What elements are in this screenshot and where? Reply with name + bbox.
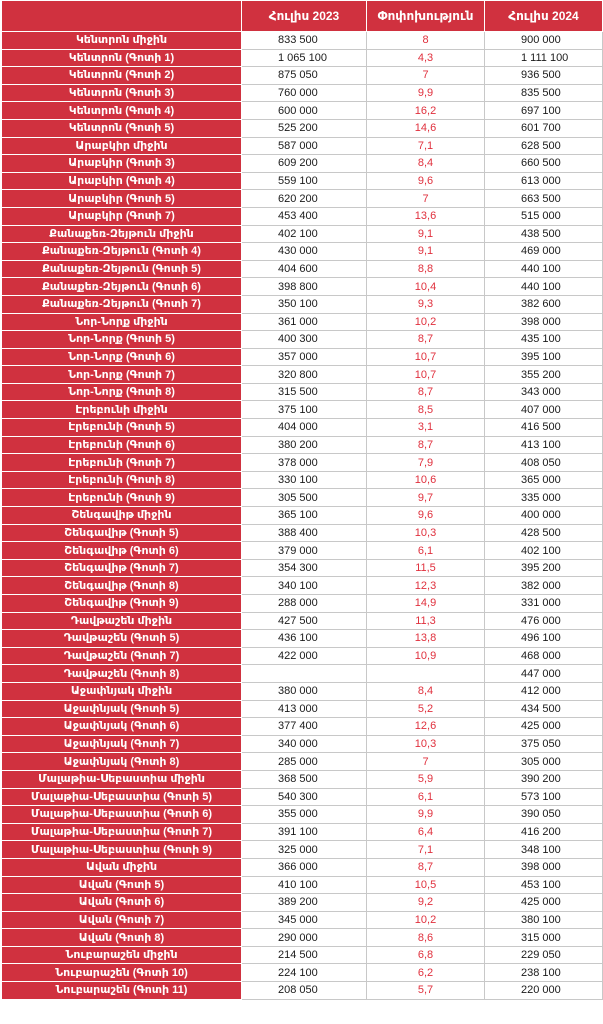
july-2024-cell: 390 050	[485, 806, 603, 824]
july-2024-cell: 440 100	[485, 278, 603, 296]
district-cell: Մալաթիա-Սեբաստիա (Գոտի 5)	[2, 788, 242, 806]
july-2023-cell: 330 100	[242, 471, 367, 489]
july-2023-cell: 377 400	[242, 718, 367, 736]
table-row	[2, 225, 603, 243]
table-row	[2, 260, 603, 278]
july-2023-cell: 345 000	[242, 911, 367, 929]
district-cell: Էրեբունի (Գոտի 5)	[2, 419, 242, 437]
table-row	[2, 84, 603, 102]
july-2023-cell: 427 500	[242, 612, 367, 630]
table-row	[2, 700, 603, 718]
change-cell: 10,5	[367, 876, 485, 894]
table-row	[2, 718, 603, 736]
july-2024-cell: 515 000	[485, 207, 603, 225]
table-row	[2, 295, 603, 313]
district-cell: Մալաթիա-Սեբաստիա (Գոտի 6)	[2, 806, 242, 824]
table-row	[2, 876, 603, 894]
change-cell: 7	[367, 67, 485, 85]
july-2024-cell: 628 500	[485, 137, 603, 155]
table-row	[2, 102, 603, 120]
july-2023-cell: 391 100	[242, 823, 367, 841]
july-2023-cell: 833 500	[242, 32, 367, 50]
district-cell: Էրեբունի (Գոտի 8)	[2, 471, 242, 489]
july-2024-cell: 428 500	[485, 524, 603, 542]
district-cell: Աջափնյակ (Գոտի 7)	[2, 735, 242, 753]
district-cell: Նոր-Նորք (Գոտի 5)	[2, 331, 242, 349]
district-cell: Նոր-Նորք (Գոտի 7)	[2, 366, 242, 384]
district-cell: Արաբկիր (Գոտի 4)	[2, 172, 242, 190]
july-2024-cell: 400 000	[485, 507, 603, 525]
district-cell: Դավթաշեն (Գոտի 8)	[2, 665, 242, 683]
change-cell: 8,5	[367, 401, 485, 419]
district-cell: Մալաթիա-Սեբաստիա (Գոտի 7)	[2, 823, 242, 841]
district-cell: Ավան միջին	[2, 858, 242, 876]
change-cell: 10,2	[367, 313, 485, 331]
table-row	[2, 207, 603, 225]
july-2024-cell: 697 100	[485, 102, 603, 120]
july-2023-cell: 436 100	[242, 630, 367, 648]
table-row	[2, 383, 603, 401]
table-row	[2, 806, 603, 824]
july-2024-cell: 331 000	[485, 595, 603, 613]
change-cell: 16,2	[367, 102, 485, 120]
table-row	[2, 49, 603, 67]
table-row	[2, 612, 603, 630]
table-row	[2, 401, 603, 419]
change-cell: 8,8	[367, 260, 485, 278]
table-row	[2, 419, 603, 437]
district-cell: Դավթաշեն (Գոտի 7)	[2, 647, 242, 665]
change-cell: 10,4	[367, 278, 485, 296]
change-cell: 8,7	[367, 383, 485, 401]
change-cell: 9,7	[367, 489, 485, 507]
july-2024-cell: 395 200	[485, 559, 603, 577]
july-2023-cell: 404 000	[242, 419, 367, 437]
change-cell: 8,4	[367, 682, 485, 700]
change-cell: 10,3	[367, 524, 485, 542]
district-cell: Շենգավիթ (Գոտի 5)	[2, 524, 242, 542]
table-row	[2, 559, 603, 577]
july-2024-cell: 936 500	[485, 67, 603, 85]
july-2023-cell: 620 200	[242, 190, 367, 208]
change-cell: 5,2	[367, 700, 485, 718]
july-2024-cell: 398 000	[485, 858, 603, 876]
table-body	[2, 32, 603, 1000]
change-cell: 7,1	[367, 137, 485, 155]
table-row	[2, 577, 603, 595]
district-cell: Արաբկիր (Գոտի 3)	[2, 155, 242, 173]
july-2023-cell: 365 100	[242, 507, 367, 525]
july-2024-cell: 348 100	[485, 841, 603, 859]
table-row	[2, 32, 603, 50]
change-cell: 6,8	[367, 946, 485, 964]
july-2023-cell: 760 000	[242, 84, 367, 102]
july-2023-cell: 305 500	[242, 489, 367, 507]
july-2023-cell: 609 200	[242, 155, 367, 173]
district-cell: Արաբկիր միջին	[2, 137, 242, 155]
table-row	[2, 542, 603, 560]
july-2023-cell: 378 000	[242, 454, 367, 472]
change-cell: 6,1	[367, 788, 485, 806]
july-2023-cell: 340 100	[242, 577, 367, 595]
july-2024-cell: 447 000	[485, 665, 603, 683]
july-2024-cell: 469 000	[485, 243, 603, 261]
change-cell: 9,9	[367, 806, 485, 824]
change-cell: 8,7	[367, 436, 485, 454]
table-row	[2, 436, 603, 454]
july-2024-cell: 365 000	[485, 471, 603, 489]
table-row	[2, 595, 603, 613]
july-2023-cell: 208 050	[242, 982, 367, 1000]
july-2024-cell: 438 500	[485, 225, 603, 243]
district-cell: Ավան (Գոտի 8)	[2, 929, 242, 947]
table-row	[2, 278, 603, 296]
table-row	[2, 507, 603, 525]
table-row	[2, 172, 603, 190]
change-cell: 6,2	[367, 964, 485, 982]
july-2024-cell: 413 100	[485, 436, 603, 454]
district-cell: Կենտրոն (Գոտի 5)	[2, 119, 242, 137]
table-row	[2, 841, 603, 859]
district-cell: Կենտրոն (Գոտի 1)	[2, 49, 242, 67]
district-cell: Շենգավիթ (Գոտի 6)	[2, 542, 242, 560]
july-2023-cell: 214 500	[242, 946, 367, 964]
district-cell: Նուբարաշեն միջին	[2, 946, 242, 964]
district-cell: Նուբարաշեն (Գոտի 11)	[2, 982, 242, 1000]
july-2024-cell: 238 100	[485, 964, 603, 982]
district-cell: Քանաքեռ-Զեյթուն (Գոտի 5)	[2, 260, 242, 278]
july-2024-cell: 416 500	[485, 419, 603, 437]
change-cell: 7	[367, 190, 485, 208]
july-2024-cell: 425 000	[485, 894, 603, 912]
july-2023-cell: 410 100	[242, 876, 367, 894]
district-cell: Շենգավիթ (Գոտի 8)	[2, 577, 242, 595]
table-row	[2, 454, 603, 472]
table-row	[2, 982, 603, 1000]
july-2023-cell: 380 200	[242, 436, 367, 454]
july-2024-cell: 453 100	[485, 876, 603, 894]
july-2024-cell: 375 050	[485, 735, 603, 753]
table-row	[2, 964, 603, 982]
july-2023-cell: 290 000	[242, 929, 367, 947]
table-row	[2, 524, 603, 542]
july-2024-cell: 416 200	[485, 823, 603, 841]
header-district	[2, 1, 242, 32]
district-cell: Աջափնյակ (Գոտի 8)	[2, 753, 242, 771]
table-row	[2, 489, 603, 507]
district-cell: Կենտրոն միջին	[2, 32, 242, 50]
july-2023-cell: 413 000	[242, 700, 367, 718]
change-cell: 8,4	[367, 155, 485, 173]
change-cell: 9,1	[367, 225, 485, 243]
july-2023-cell: 315 500	[242, 383, 367, 401]
district-cell: Ավան (Գոտի 5)	[2, 876, 242, 894]
july-2024-cell: 382 000	[485, 577, 603, 595]
change-cell: 10,2	[367, 911, 485, 929]
july-2024-cell: 835 500	[485, 84, 603, 102]
july-2024-cell: 407 000	[485, 401, 603, 419]
july-2024-cell: 573 100	[485, 788, 603, 806]
district-cell: Նոր-Նորք (Գոտի 8)	[2, 383, 242, 401]
july-2024-cell: 440 100	[485, 260, 603, 278]
change-cell: 3,1	[367, 419, 485, 437]
table-row	[2, 647, 603, 665]
change-cell: 12,6	[367, 718, 485, 736]
change-cell: 9,2	[367, 894, 485, 912]
july-2024-cell: 434 500	[485, 700, 603, 718]
july-2023-cell: 540 300	[242, 788, 367, 806]
district-cell: Էրեբունի (Գոտի 9)	[2, 489, 242, 507]
july-2023-cell: 600 000	[242, 102, 367, 120]
table-row	[2, 823, 603, 841]
change-cell: 10,6	[367, 471, 485, 489]
change-cell: 10,7	[367, 366, 485, 384]
district-cell: Ավան (Գոտի 6)	[2, 894, 242, 912]
july-2024-cell: 408 050	[485, 454, 603, 472]
july-2023-cell: 525 200	[242, 119, 367, 137]
district-cell: Արաբկիր (Գոտի 5)	[2, 190, 242, 208]
district-cell: Նուբարաշեն (Գոտի 10)	[2, 964, 242, 982]
district-cell: Քանաքեռ-Զեյթուն (Գոտի 7)	[2, 295, 242, 313]
table-row	[2, 911, 603, 929]
july-2024-cell: 613 000	[485, 172, 603, 190]
july-2024-cell: 355 200	[485, 366, 603, 384]
july-2023-cell: 354 300	[242, 559, 367, 577]
district-cell: Նոր-Նորք միջին	[2, 313, 242, 331]
change-cell: 8,6	[367, 929, 485, 947]
table-header	[2, 1, 603, 32]
district-cell: Նոր-Նորք (Գոտի 6)	[2, 348, 242, 366]
table-row	[2, 67, 603, 85]
july-2024-cell: 476 000	[485, 612, 603, 630]
table-row	[2, 858, 603, 876]
july-2024-cell: 496 100	[485, 630, 603, 648]
july-2024-cell: 335 000	[485, 489, 603, 507]
header-row	[2, 1, 603, 32]
july-2023-cell: 404 600	[242, 260, 367, 278]
july-2023-cell: 559 100	[242, 172, 367, 190]
change-cell: 10,9	[367, 647, 485, 665]
district-cell: Քանաքեռ-Զեյթուն միջին	[2, 225, 242, 243]
table-row	[2, 753, 603, 771]
district-cell: Քանաքեռ-Զեյթուն (Գոտի 6)	[2, 278, 242, 296]
change-cell: 9,6	[367, 172, 485, 190]
header-change: Փոփոխություն	[367, 1, 485, 32]
july-2023-cell: 340 000	[242, 735, 367, 753]
table-row	[2, 313, 603, 331]
change-cell: 8,7	[367, 858, 485, 876]
july-2024-cell: 305 000	[485, 753, 603, 771]
change-cell: 7,9	[367, 454, 485, 472]
district-cell: Շենգավիթ (Գոտի 9)	[2, 595, 242, 613]
july-2023-cell: 320 800	[242, 366, 367, 384]
district-cell: Ավան (Գոտի 7)	[2, 911, 242, 929]
july-2023-cell: 366 000	[242, 858, 367, 876]
july-2023-cell: 1 065 100	[242, 49, 367, 67]
july-2024-cell: 663 500	[485, 190, 603, 208]
table-row	[2, 331, 603, 349]
change-cell: 7,1	[367, 841, 485, 859]
change-cell: 10,3	[367, 735, 485, 753]
district-cell: Էրեբունի (Գոտի 6)	[2, 436, 242, 454]
july-2024-cell: 229 050	[485, 946, 603, 964]
july-2023-cell: 288 000	[242, 595, 367, 613]
table-row	[2, 348, 603, 366]
header-july-2023: Հուլիս 2023	[242, 1, 367, 32]
july-2023-cell: 224 100	[242, 964, 367, 982]
july-2023-cell: 587 000	[242, 137, 367, 155]
july-2024-cell: 395 100	[485, 348, 603, 366]
change-cell: 6,4	[367, 823, 485, 841]
table-row	[2, 119, 603, 137]
july-2023-cell: 380 000	[242, 682, 367, 700]
table-row	[2, 190, 603, 208]
july-2023-cell: 453 400	[242, 207, 367, 225]
table-row	[2, 946, 603, 964]
july-2023-cell: 402 100	[242, 225, 367, 243]
change-cell: 5,9	[367, 770, 485, 788]
change-cell: 4,3	[367, 49, 485, 67]
july-2024-cell: 382 600	[485, 295, 603, 313]
table-row	[2, 929, 603, 947]
change-cell: 14,9	[367, 595, 485, 613]
july-2024-cell: 412 000	[485, 682, 603, 700]
district-price-table	[1, 0, 603, 1000]
july-2024-cell: 1 111 100	[485, 49, 603, 67]
header-july-2024: Հուլիս 2024	[485, 1, 603, 32]
district-cell: Աջափնյակ (Գոտի 6)	[2, 718, 242, 736]
july-2023-cell: 388 400	[242, 524, 367, 542]
change-cell: 9,1	[367, 243, 485, 261]
change-cell: 10,7	[367, 348, 485, 366]
change-cell: 11,5	[367, 559, 485, 577]
district-cell: Կենտրոն (Գոտի 4)	[2, 102, 242, 120]
district-cell: Շենգավիթ միջին	[2, 507, 242, 525]
change-cell: 14,6	[367, 119, 485, 137]
july-2024-cell: 380 100	[485, 911, 603, 929]
table-row	[2, 894, 603, 912]
table-row	[2, 630, 603, 648]
table-row	[2, 366, 603, 384]
district-cell: Քանաքեռ-Զեյթուն (Գոտի 4)	[2, 243, 242, 261]
district-cell: Կենտրոն (Գոտի 2)	[2, 67, 242, 85]
change-cell: 8	[367, 32, 485, 50]
change-cell: 9,6	[367, 507, 485, 525]
july-2024-cell: 660 500	[485, 155, 603, 173]
july-2023-cell: 430 000	[242, 243, 367, 261]
district-cell: Դավթաշեն միջին	[2, 612, 242, 630]
district-cell: Աջափնյակ միջին	[2, 682, 242, 700]
table-row	[2, 788, 603, 806]
change-cell: 7	[367, 753, 485, 771]
table-row	[2, 471, 603, 489]
change-cell: 12,3	[367, 577, 485, 595]
july-2023-cell: 350 100	[242, 295, 367, 313]
july-2024-cell: 435 100	[485, 331, 603, 349]
district-cell: Շենգավիթ (Գոտի 7)	[2, 559, 242, 577]
july-2024-cell: 398 000	[485, 313, 603, 331]
district-cell: Կենտրոն (Գոտի 3)	[2, 84, 242, 102]
change-cell: 11,3	[367, 612, 485, 630]
change-cell: 5,7	[367, 982, 485, 1000]
table-row	[2, 665, 603, 683]
july-2023-cell: 361 000	[242, 313, 367, 331]
july-2024-cell: 390 200	[485, 770, 603, 788]
july-2024-cell: 220 000	[485, 982, 603, 1000]
july-2023-cell: 422 000	[242, 647, 367, 665]
table-row	[2, 155, 603, 173]
july-2024-cell: 468 000	[485, 647, 603, 665]
district-cell: Աջափնյակ (Գոտի 5)	[2, 700, 242, 718]
july-2023-cell: 400 300	[242, 331, 367, 349]
july-2024-cell: 315 000	[485, 929, 603, 947]
july-2023-cell: 375 100	[242, 401, 367, 419]
table-row	[2, 735, 603, 753]
july-2024-cell: 900 000	[485, 32, 603, 50]
change-cell: 13,6	[367, 207, 485, 225]
table-row	[2, 137, 603, 155]
district-cell: Արաբկիր (Գոտի 7)	[2, 207, 242, 225]
july-2023-cell: 355 000	[242, 806, 367, 824]
table-row	[2, 243, 603, 261]
july-2024-cell: 425 000	[485, 718, 603, 736]
july-2023-cell: 875 050	[242, 67, 367, 85]
district-cell: Դավթաշեն (Գոտի 5)	[2, 630, 242, 648]
july-2023-cell: 398 800	[242, 278, 367, 296]
change-cell: 8,7	[367, 331, 485, 349]
table-row	[2, 770, 603, 788]
july-2023-cell: 325 000	[242, 841, 367, 859]
july-2023-cell: 368 500	[242, 770, 367, 788]
district-cell: Էրեբունի միջին	[2, 401, 242, 419]
change-cell: 9,3	[367, 295, 485, 313]
change-cell	[367, 665, 485, 683]
change-cell: 9,9	[367, 84, 485, 102]
change-cell: 6,1	[367, 542, 485, 560]
july-2024-cell: 601 700	[485, 119, 603, 137]
july-2023-cell: 389 200	[242, 894, 367, 912]
district-cell: Մալաթիա-Սեբաստիա միջին	[2, 770, 242, 788]
july-2023-cell: 379 000	[242, 542, 367, 560]
table-row	[2, 682, 603, 700]
july-2023-cell: 357 000	[242, 348, 367, 366]
july-2024-cell: 343 000	[485, 383, 603, 401]
district-cell: Մալաթիա-Սեբաստիա (Գոտի 9)	[2, 841, 242, 859]
district-cell: Էրեբունի (Գոտի 7)	[2, 454, 242, 472]
july-2023-cell: 285 000	[242, 753, 367, 771]
july-2023-cell	[242, 665, 367, 683]
change-cell: 13,8	[367, 630, 485, 648]
july-2024-cell: 402 100	[485, 542, 603, 560]
